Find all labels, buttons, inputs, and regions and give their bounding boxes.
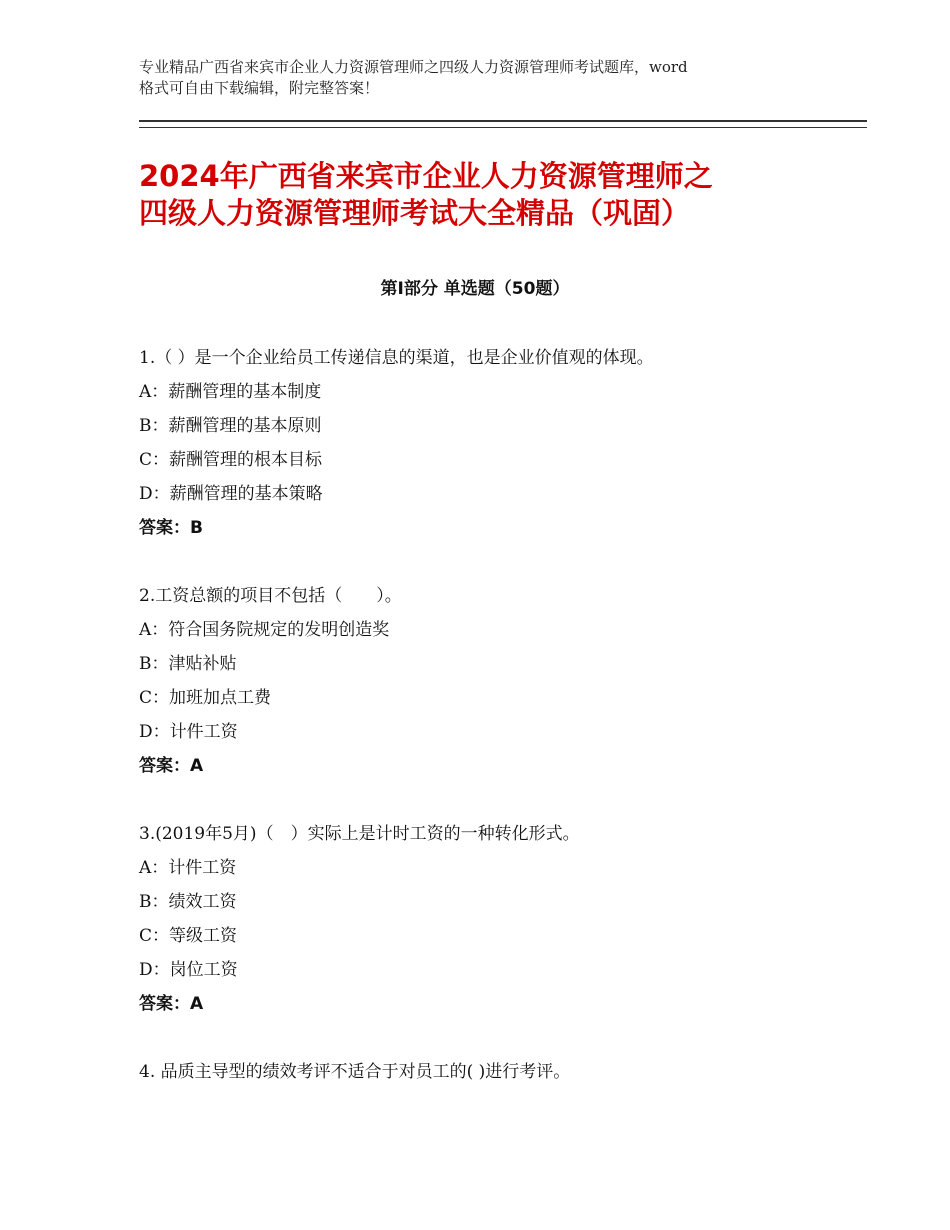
answer-line: 答案：B xyxy=(139,518,203,538)
document-title-line-2: 四级人力资源管理师考试大全精品（巩固） xyxy=(139,196,691,230)
question-1 xyxy=(139,341,859,545)
answer-line: 答案：A xyxy=(139,994,204,1014)
question-stem: 1.（ ）是一个企业给员工传递信息的渠道，也是企业价值观的体现。 xyxy=(139,348,654,368)
option-d: D：计件工资 xyxy=(139,722,238,742)
header-note-line-2: 格式可自由下载编辑，附完整答案！ xyxy=(139,79,380,97)
option-a: A：薪酬管理的基本制度 xyxy=(139,382,322,402)
option-d: D：薪酬管理的基本策略 xyxy=(139,484,323,504)
option-b: B：绩效工资 xyxy=(139,892,237,912)
question-stem: 2.工资总额的项目不包括（ ）。 xyxy=(139,586,402,606)
header-divider xyxy=(139,120,867,128)
question-stem: 4. 品质主导型的绩效考评不适合于对员工的( )进行考评。 xyxy=(139,1062,571,1082)
question-stem: 3.(2019年5月)（ ）实际上是计时工资的一种转化形式。 xyxy=(139,824,580,844)
answer-line: 答案：A xyxy=(139,756,204,776)
question-4 xyxy=(139,1055,859,1089)
header-note xyxy=(139,57,839,99)
option-a: A：计件工资 xyxy=(139,858,237,878)
question-list xyxy=(139,341,859,1123)
option-c: C：等级工资 xyxy=(139,926,238,946)
option-c: C：加班加点工费 xyxy=(139,688,272,708)
option-d: D：岗位工资 xyxy=(139,960,238,980)
option-b: B：津贴补贴 xyxy=(139,654,237,674)
section-heading: 第Ⅰ部分 单选题（50题） xyxy=(380,279,570,299)
question-3 xyxy=(139,817,859,1021)
header-note-line-1: 专业精品广西省来宾市企业人力资源管理师之四级人力资源管理师考试题库，word xyxy=(139,58,688,76)
option-a: A：符合国务院规定的发明创造奖 xyxy=(139,620,390,640)
option-b: B：薪酬管理的基本原则 xyxy=(139,416,322,436)
document-title xyxy=(139,158,839,232)
option-c: C：薪酬管理的根本目标 xyxy=(139,450,323,470)
document-title-line-1: 2024年广西省来宾市企业人力资源管理师之 xyxy=(139,159,713,193)
question-2 xyxy=(139,579,859,783)
